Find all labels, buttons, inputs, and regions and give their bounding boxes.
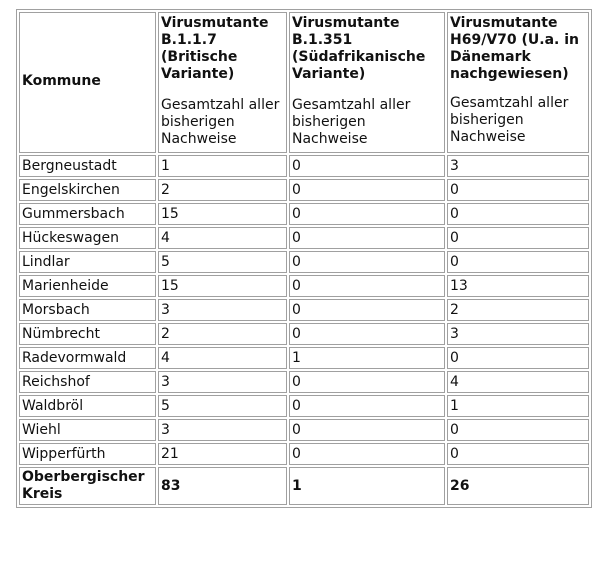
h69-cell: 3 — [447, 323, 589, 345]
h69-cell: 4 — [447, 371, 589, 393]
table-row — [19, 227, 589, 249]
b117-cell: 1 — [158, 155, 287, 177]
table-row — [19, 371, 589, 393]
table-row — [19, 347, 589, 369]
total-b117-cell: 83 — [158, 467, 287, 505]
b1351-cell: 0 — [289, 179, 445, 201]
h69-cell: 0 — [447, 443, 589, 465]
header-kommune: Kommune — [19, 12, 156, 153]
header-row — [19, 12, 589, 153]
kommune-cell: Engelskirchen — [19, 179, 156, 201]
header-b1351-subtitle: Gesamtzahl aller bisherigen Nachweise — [292, 97, 411, 147]
b117-cell: 3 — [158, 371, 287, 393]
h69-cell: 0 — [447, 179, 589, 201]
h69-cell: 13 — [447, 275, 589, 297]
header-h69-title: Virusmutante H69/V70 (U.a. in Dänemark nachgewiesen) — [450, 15, 579, 82]
variant-table — [16, 9, 592, 508]
kommune-cell: Bergneustadt — [19, 155, 156, 177]
kommune-cell: Wipperfürth — [19, 443, 156, 465]
table-row — [19, 323, 589, 345]
b117-cell: 3 — [158, 299, 287, 321]
h69-cell: 2 — [447, 299, 589, 321]
header-b117 — [158, 12, 287, 153]
table-row — [19, 395, 589, 417]
h69-cell: 3 — [447, 155, 589, 177]
h69-cell: 0 — [447, 419, 589, 441]
h69-cell: 0 — [447, 227, 589, 249]
total-h69-cell: 26 — [447, 467, 589, 505]
kommune-cell: Gummersbach — [19, 203, 156, 225]
b1351-cell: 1 — [289, 347, 445, 369]
b117-cell: 4 — [158, 227, 287, 249]
variant-table-container — [16, 9, 592, 508]
b1351-cell: 0 — [289, 395, 445, 417]
total-row — [19, 467, 589, 505]
b117-cell: 5 — [158, 395, 287, 417]
kommune-cell: Marienheide — [19, 275, 156, 297]
b117-cell: 3 — [158, 419, 287, 441]
total-kommune-cell: Oberbergischer Kreis — [19, 467, 156, 505]
b117-cell: 2 — [158, 323, 287, 345]
b1351-cell: 0 — [289, 443, 445, 465]
table-row — [19, 179, 589, 201]
h69-cell: 0 — [447, 203, 589, 225]
h69-cell: 1 — [447, 395, 589, 417]
header-b117-subtitle: Gesamtzahl aller bisherigen Nachweise — [161, 97, 280, 147]
kommune-cell: Morsbach — [19, 299, 156, 321]
kommune-cell: Radevormwald — [19, 347, 156, 369]
b1351-cell: 0 — [289, 299, 445, 321]
kommune-cell: Hückeswagen — [19, 227, 156, 249]
b117-cell: 4 — [158, 347, 287, 369]
header-b1351 — [289, 12, 445, 153]
table-row — [19, 275, 589, 297]
table-row — [19, 299, 589, 321]
table-row — [19, 419, 589, 441]
kommune-cell: Nümbrecht — [19, 323, 156, 345]
b117-cell: 21 — [158, 443, 287, 465]
table-row — [19, 251, 589, 273]
b117-cell: 15 — [158, 203, 287, 225]
b1351-cell: 0 — [289, 371, 445, 393]
kommune-cell: Lindlar — [19, 251, 156, 273]
b117-cell: 2 — [158, 179, 287, 201]
b117-cell: 5 — [158, 251, 287, 273]
b1351-cell: 0 — [289, 419, 445, 441]
b117-cell: 15 — [158, 275, 287, 297]
b1351-cell: 0 — [289, 155, 445, 177]
h69-cell: 0 — [447, 347, 589, 369]
b1351-cell: 0 — [289, 203, 445, 225]
h69-cell: 0 — [447, 251, 589, 273]
table-row — [19, 443, 589, 465]
table-row — [19, 203, 589, 225]
b1351-cell: 0 — [289, 251, 445, 273]
kommune-cell: Waldbröl — [19, 395, 156, 417]
kommune-cell: Reichshof — [19, 371, 156, 393]
table-row — [19, 155, 589, 177]
header-b1351-title: Virusmutante B.1.351 (Südafrikanische Variante) — [292, 15, 426, 82]
kommune-cell: Wiehl — [19, 419, 156, 441]
b1351-cell: 0 — [289, 323, 445, 345]
header-b117-title: Virusmutante B.1.1.7 (Britische Variante) — [161, 15, 269, 82]
b1351-cell: 0 — [289, 275, 445, 297]
b1351-cell: 0 — [289, 227, 445, 249]
header-h69 — [447, 12, 589, 153]
header-h69-subtitle: Gesamtzahl aller bisherigen Nachweise — [450, 95, 569, 145]
total-b1351-cell: 1 — [289, 467, 445, 505]
